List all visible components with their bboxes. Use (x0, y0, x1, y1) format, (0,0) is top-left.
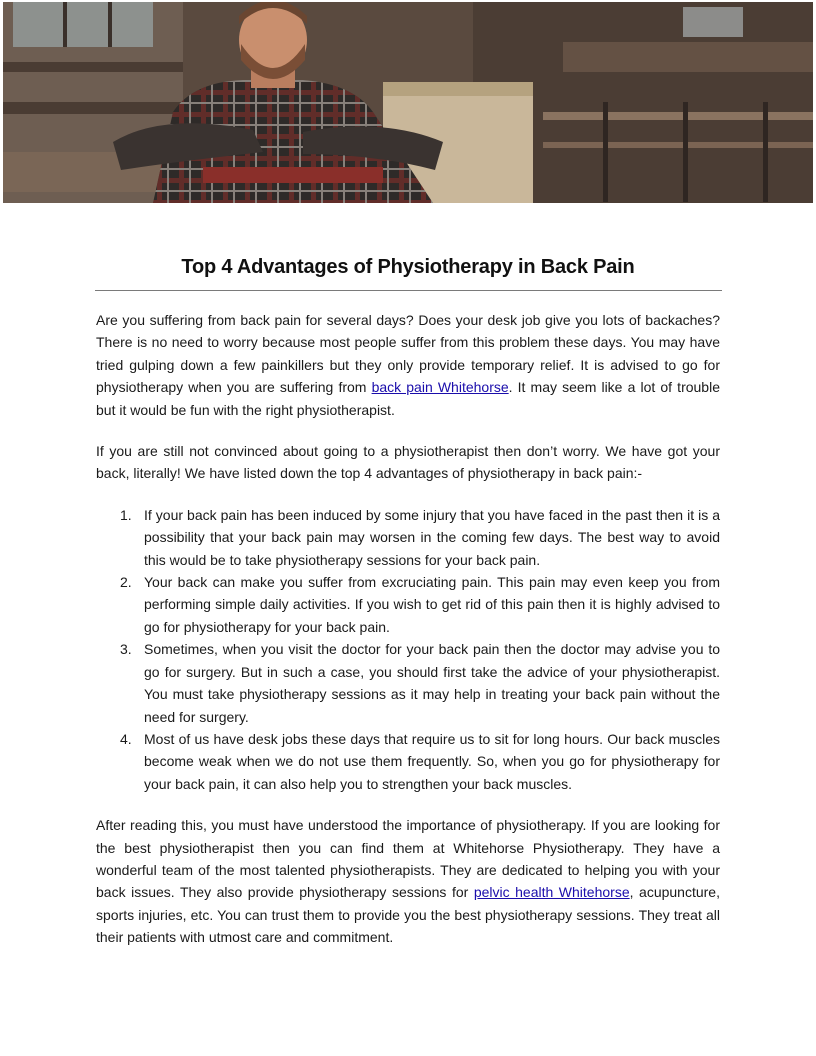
list-item (96, 638, 720, 728)
closing-paragraph (96, 814, 720, 948)
back-pain-whitehorse-link[interactable]: back pain Whitehorse (371, 379, 509, 396)
list-item-text: Your back can make you suffer from excruciating pain. This pain may even keep you from performing simple daily activities. If you wish to get rid of this pain then it is highly advised to go for physiotherapy for your back pain. (144, 574, 720, 635)
list-item (96, 504, 720, 571)
title-divider (95, 290, 722, 291)
closing-text: After reading this, you must have understood the importance of physiotherapy. If you are looking for the best physiotherapist then you can find them at Whitehorse Physiotherapy. They have a wonderful team of the most talented physiotherapists. They are dedicated to helping you with your back issues. They also provide physiotherapy sessions for (96, 817, 720, 901)
list-item-text: If your back pain has been induced by some injury that you have faced in the past then it is a possibility that your back pain may worsen in the coming few days. The best way to avoid this would be to take physiotherapy sessions for your back pain. (144, 506, 720, 568)
advantages-list (96, 504, 720, 795)
list-number: 2. (120, 574, 132, 591)
list-number: 3. (120, 641, 132, 658)
list-item-text: Sometimes, when you visit the doctor for your back pain then the doctor may advise you to go for surgery. But in such a case, you should first take the advice of your physiotherapist. You must take physiotherapy sessions as it may help in treating your back pain without the need for surgery. (144, 641, 720, 725)
intro-text-end: . It may seem like a lot of trouble but it would be fun with the right physiotherapist. (96, 379, 720, 418)
closing-text-end: , acupuncture, sports injuries, etc. You can trust them to provide you the best physiotherapy sessions. They treat all their patients with utmost care and commitment. (96, 884, 720, 946)
list-number: 4. (120, 730, 132, 747)
list-item (96, 728, 720, 795)
page-title: Top 4 Advantages of Physiotherapy in Back Pain (181, 256, 635, 278)
hero-photo-icon (3, 2, 813, 203)
list-item-text: Most of us have desk jobs these days that require us to sit for long hours. Our back muscles become weak when we do not use them frequently. So, when you go for physiotherapy for your back pain, it can also help you to strengthen your back muscles. (144, 730, 720, 792)
list-intro-paragraph: If you are still not convinced about going to a physiotherapist then don’t worry. We have got your back, literally! We have listed down the top 4 advantages of physiotherapy in back pain:- (96, 443, 720, 482)
list-item (96, 571, 720, 638)
intro-paragraph (96, 309, 720, 421)
list-number: 1. (120, 506, 132, 523)
intro-text: Are you suffering from back pain for several days? Does your desk job give you lots of backaches? There is no need to worry because most people suffer from this problem these days. You may have tried gulping down a few painkillers but they only provide temporary relief. It is advised to go for physiotherapy when you are suffering from (96, 312, 720, 396)
article-body (96, 309, 720, 968)
hero-photo (3, 2, 813, 203)
pelvic-health-whitehorse-link[interactable]: pelvic health Whitehorse (473, 884, 630, 901)
